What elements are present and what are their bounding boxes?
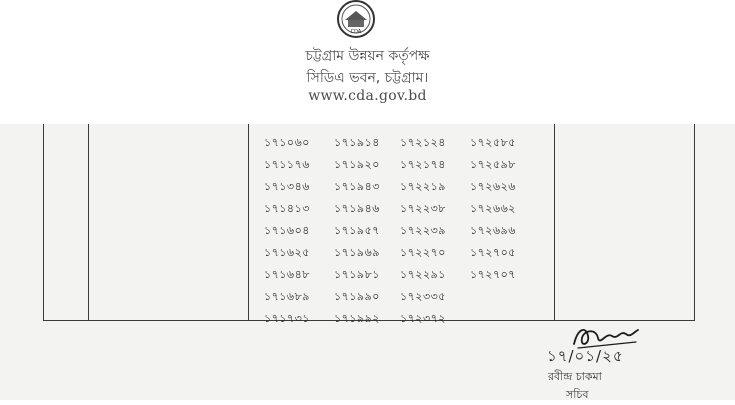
table-divider-1 bbox=[88, 124, 89, 321]
table-cell: ১৭১৬০৪ bbox=[264, 224, 310, 237]
organization-name: চট্টগ্রাম উন্নয়ন কর্তৃপক্ষ bbox=[305, 48, 430, 64]
table-cell: ১৭২৩৩৫ bbox=[400, 290, 446, 303]
table-cell: ১৭১৯৯০ bbox=[334, 290, 380, 303]
organization-address: সিডিএ ভবন, চট্টগ্রাম। bbox=[306, 70, 429, 86]
number-column-2 bbox=[334, 132, 380, 330]
table-cell: ১৭১৪১৩ bbox=[264, 202, 310, 215]
table-cell: ১৭২৬৯৬ bbox=[470, 224, 516, 237]
table-cell: ১৭২৫৯৮ bbox=[470, 158, 516, 171]
table-cell: ১৭১৯৬৯ bbox=[334, 246, 380, 259]
table-cell: ১৭২১৭৪ bbox=[400, 158, 446, 171]
table-border-right bbox=[694, 124, 695, 321]
table-cell: ১৭১৯৫৭ bbox=[334, 224, 380, 237]
table-cell: ১৭১৬৮৯ bbox=[264, 290, 310, 303]
table-cell: ১৭২২৭০ bbox=[400, 246, 446, 259]
table-cell: ১৭২৫৮৫ bbox=[470, 136, 516, 149]
number-column-1 bbox=[264, 132, 310, 330]
table-cell: ১৭১৯৪৬ bbox=[334, 202, 380, 215]
table-cell: ১৭১৩৪৬ bbox=[264, 180, 310, 193]
table-cell: ১৭২৭০৭ bbox=[470, 268, 516, 281]
table-cell: ১৭১৯৪৩ bbox=[334, 180, 380, 193]
table-cell: ১৭১৬৪৮ bbox=[264, 268, 310, 281]
table-cell: ১৭২৩৭২ bbox=[400, 312, 446, 325]
table-cell: ১৭২৭০৫ bbox=[470, 246, 516, 259]
table-divider-3 bbox=[554, 124, 555, 321]
table-cell: ১৭১১৭৬ bbox=[264, 158, 310, 171]
table-cell: ১৭২২৩৮ bbox=[400, 202, 446, 215]
number-column-4 bbox=[470, 132, 516, 286]
table-cell: ১৭২২৩৯ bbox=[400, 224, 446, 237]
table-cell: ১৭২৬৬২ bbox=[470, 202, 516, 215]
number-column-3 bbox=[400, 132, 446, 330]
signatory-title: সচিব bbox=[566, 388, 589, 401]
table-cell: ১৭১৯২০ bbox=[334, 158, 380, 171]
table-cell: ১৭১০৬০ bbox=[264, 136, 310, 149]
table-cell: ১৭২১২৪ bbox=[400, 136, 446, 149]
table-divider-2 bbox=[248, 124, 249, 321]
table-cell: ১৭২২৯১ bbox=[400, 268, 446, 281]
cda-logo-icon bbox=[331, 0, 381, 42]
table-cell: ১৭২২১৯ bbox=[400, 180, 446, 193]
table-border-left bbox=[43, 124, 44, 321]
table-cell: ১৭১৯৯২ bbox=[334, 312, 380, 325]
signatory-name: রবীন্দ্র চাকমা bbox=[548, 370, 602, 383]
table-cell: ১৭১৯১৪ bbox=[334, 136, 380, 149]
signature-date: ১৭/০১/২৫ bbox=[547, 347, 624, 365]
website-link[interactable]: www.cda.gov.bd bbox=[308, 88, 427, 104]
letterhead bbox=[0, 0, 735, 124]
table-cell: ১৭১৯৮১ bbox=[334, 268, 380, 281]
table-cell: ১৭১৭৩১ bbox=[264, 312, 310, 325]
table-cell: ১৭১৬২৫ bbox=[264, 246, 310, 259]
logo-text: CDA bbox=[350, 29, 362, 35]
table-cell: ১৭২৬২৬ bbox=[470, 180, 516, 193]
